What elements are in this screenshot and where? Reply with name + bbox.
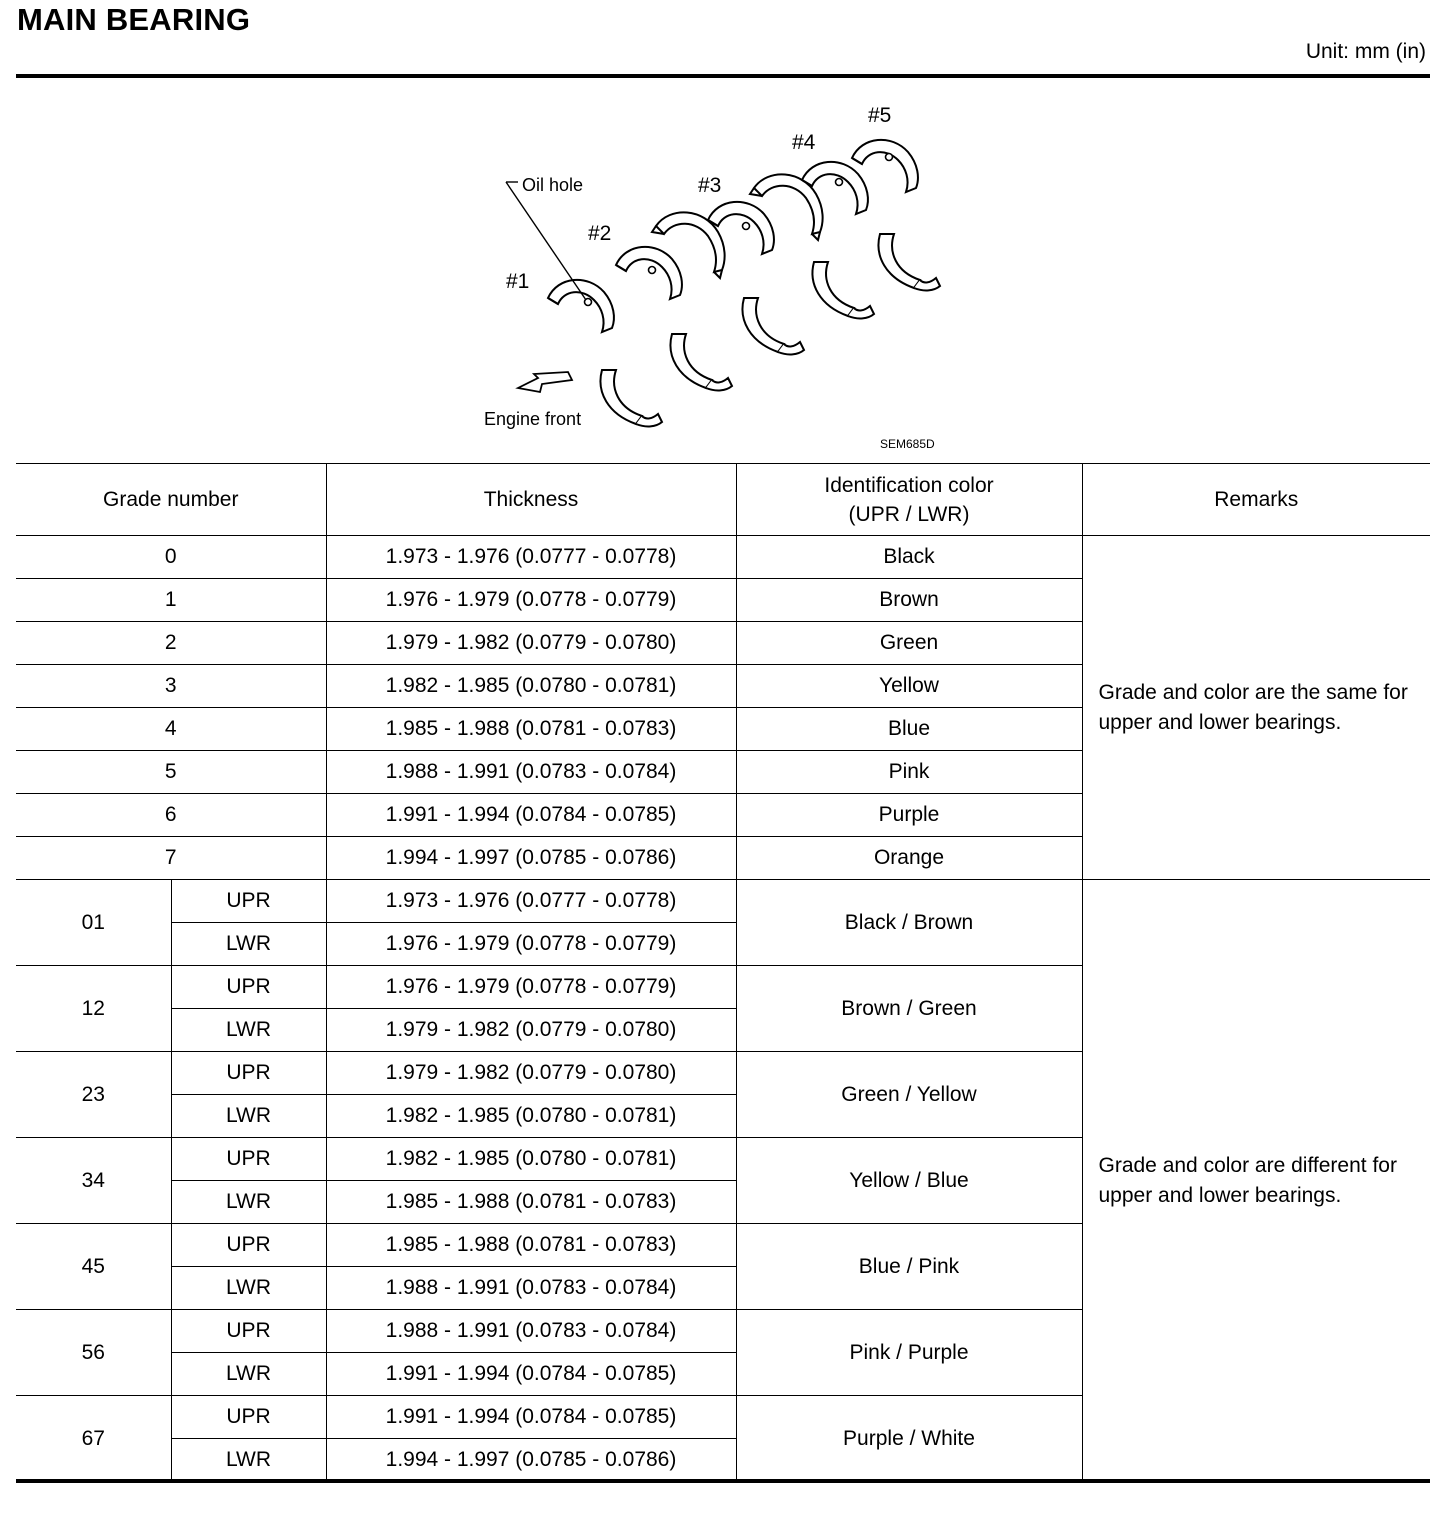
table-row bbox=[16, 536, 1430, 579]
color-cell: Orange bbox=[736, 837, 1082, 880]
grade-cell: 67 bbox=[16, 1396, 171, 1482]
unit-label: Unit: mm (in) bbox=[1305, 40, 1426, 63]
remarks-same-cell: Grade and color are the same for upper and lower bearings. bbox=[1082, 536, 1430, 880]
thickness-cell: 1.994 - 1.997 (0.0785 - 0.0786) bbox=[326, 837, 736, 880]
engine-front-arrow-icon bbox=[518, 372, 572, 392]
main-bearing-grade-table bbox=[16, 463, 1430, 1482]
page-title: MAIN BEARING bbox=[17, 2, 251, 37]
grade-cell: 6 bbox=[16, 794, 326, 837]
thickness-cell: 1.973 - 1.976 (0.0777 - 0.0778) bbox=[326, 880, 736, 923]
upr-label: UPR bbox=[171, 1396, 326, 1439]
bearing-4-label: #4 bbox=[792, 131, 816, 154]
bearing-5-lower bbox=[878, 234, 940, 290]
color-cell: Blue bbox=[736, 708, 1082, 751]
remarks-different-cell: Grade and color are different for upper and lower bearings. bbox=[1082, 880, 1430, 1482]
engine-front-label: Engine front bbox=[484, 409, 582, 429]
color-cell: Yellow / Blue bbox=[736, 1138, 1082, 1224]
upr-label: UPR bbox=[171, 1138, 326, 1181]
thickness-cell: 1.979 - 1.982 (0.0779 - 0.0780) bbox=[326, 622, 736, 665]
color-cell: Purple bbox=[736, 794, 1082, 837]
oil-hole-label: Oil hole bbox=[522, 175, 584, 195]
thickness-cell: 1.991 - 1.994 (0.0784 - 0.0785) bbox=[326, 794, 736, 837]
thickness-cell: 1.979 - 1.982 (0.0779 - 0.0780) bbox=[326, 1052, 736, 1095]
thickness-cell: 1.976 - 1.979 (0.0778 - 0.0779) bbox=[326, 923, 736, 966]
grade-cell: 0 bbox=[16, 536, 326, 579]
thickness-cell: 1.991 - 1.994 (0.0784 - 0.0785) bbox=[326, 1353, 736, 1396]
bearing-diagram-svg bbox=[420, 92, 1040, 460]
thickness-cell: 1.976 - 1.979 (0.0778 - 0.0779) bbox=[326, 579, 736, 622]
table-header-row bbox=[16, 464, 1430, 536]
upr-label: UPR bbox=[171, 966, 326, 1009]
color-cell: Blue / Pink bbox=[736, 1224, 1082, 1310]
thickness-cell: 1.979 - 1.982 (0.0779 - 0.0780) bbox=[326, 1009, 736, 1052]
bearing-3-label: #3 bbox=[698, 174, 722, 197]
grade-cell: 12 bbox=[16, 966, 171, 1052]
lwr-label: LWR bbox=[171, 1439, 326, 1482]
thickness-cell: 1.982 - 1.985 (0.0780 - 0.0781) bbox=[326, 1095, 736, 1138]
header-identification-color bbox=[736, 464, 1082, 536]
bearing-1-lower bbox=[600, 370, 662, 426]
thickness-cell: 1.988 - 1.991 (0.0783 - 0.0784) bbox=[326, 1310, 736, 1353]
lwr-label: LWR bbox=[171, 1181, 326, 1224]
upr-label: UPR bbox=[171, 1310, 326, 1353]
grade-cell: 45 bbox=[16, 1224, 171, 1310]
top-rule bbox=[16, 74, 1430, 78]
thickness-cell: 1.988 - 1.991 (0.0783 - 0.0784) bbox=[326, 751, 736, 794]
bearing-2-upper bbox=[616, 247, 682, 299]
header-color-line1: Identification color bbox=[824, 473, 994, 497]
upr-label: UPR bbox=[171, 1052, 326, 1095]
color-cell: Pink bbox=[736, 751, 1082, 794]
grade-cell: 1 bbox=[16, 579, 326, 622]
grade-cell: 56 bbox=[16, 1310, 171, 1396]
bearing-diagram bbox=[420, 92, 1040, 460]
header-grade-number: Grade number bbox=[16, 464, 326, 536]
header-thickness: Thickness bbox=[326, 464, 736, 536]
lwr-label: LWR bbox=[171, 1267, 326, 1310]
thickness-cell: 1.976 - 1.979 (0.0778 - 0.0779) bbox=[326, 966, 736, 1009]
bearing-2-label: #2 bbox=[588, 222, 612, 245]
grade-cell: 4 bbox=[16, 708, 326, 751]
color-cell: Brown / Green bbox=[736, 966, 1082, 1052]
table-row bbox=[16, 880, 1430, 923]
thickness-cell: 1.994 - 1.997 (0.0785 - 0.0786) bbox=[326, 1439, 736, 1482]
bearing-1-label: #1 bbox=[506, 270, 530, 293]
grade-cell: 34 bbox=[16, 1138, 171, 1224]
thickness-cell: 1.982 - 1.985 (0.0780 - 0.0781) bbox=[326, 665, 736, 708]
lwr-label: LWR bbox=[171, 1353, 326, 1396]
bottom-rule bbox=[16, 1479, 1430, 1483]
lwr-label: LWR bbox=[171, 923, 326, 966]
lwr-label: LWR bbox=[171, 1009, 326, 1052]
grade-cell: 2 bbox=[16, 622, 326, 665]
upr-label: UPR bbox=[171, 880, 326, 923]
color-cell: Brown bbox=[736, 579, 1082, 622]
grade-cell: 7 bbox=[16, 837, 326, 880]
bearing-4-lower bbox=[812, 262, 874, 318]
thickness-cell: 1.982 - 1.985 (0.0780 - 0.0781) bbox=[326, 1138, 736, 1181]
upr-label: UPR bbox=[171, 1224, 326, 1267]
color-cell: Purple / White bbox=[736, 1396, 1082, 1482]
color-cell: Black / Brown bbox=[736, 880, 1082, 966]
figure-code: SEM685D bbox=[880, 437, 935, 451]
thickness-cell: 1.973 - 1.976 (0.0777 - 0.0778) bbox=[326, 536, 736, 579]
color-cell: Black bbox=[736, 536, 1082, 579]
header-color-line2: (UPR / LWR) bbox=[848, 502, 970, 526]
color-cell: Pink / Purple bbox=[736, 1310, 1082, 1396]
thickness-cell: 1.991 - 1.994 (0.0784 - 0.0785) bbox=[326, 1396, 736, 1439]
bearing-3-lower bbox=[742, 298, 804, 354]
thickness-cell: 1.985 - 1.988 (0.0781 - 0.0783) bbox=[326, 1181, 736, 1224]
lwr-label: LWR bbox=[171, 1095, 326, 1138]
color-cell: Green / Yellow bbox=[736, 1052, 1082, 1138]
grade-cell: 01 bbox=[16, 880, 171, 966]
color-cell: Yellow bbox=[736, 665, 1082, 708]
bearing-1-upper bbox=[548, 280, 614, 332]
grade-cell: 23 bbox=[16, 1052, 171, 1138]
thickness-cell: 1.985 - 1.988 (0.0781 - 0.0783) bbox=[326, 1224, 736, 1267]
color-cell: Green bbox=[736, 622, 1082, 665]
header-remarks: Remarks bbox=[1082, 464, 1430, 536]
bearing-2-lower bbox=[670, 334, 732, 390]
bearing-5-label: #5 bbox=[868, 104, 892, 127]
thickness-cell: 1.985 - 1.988 (0.0781 - 0.0783) bbox=[326, 708, 736, 751]
grade-cell: 5 bbox=[16, 751, 326, 794]
grade-cell: 3 bbox=[16, 665, 326, 708]
thickness-cell: 1.988 - 1.991 (0.0783 - 0.0784) bbox=[326, 1267, 736, 1310]
